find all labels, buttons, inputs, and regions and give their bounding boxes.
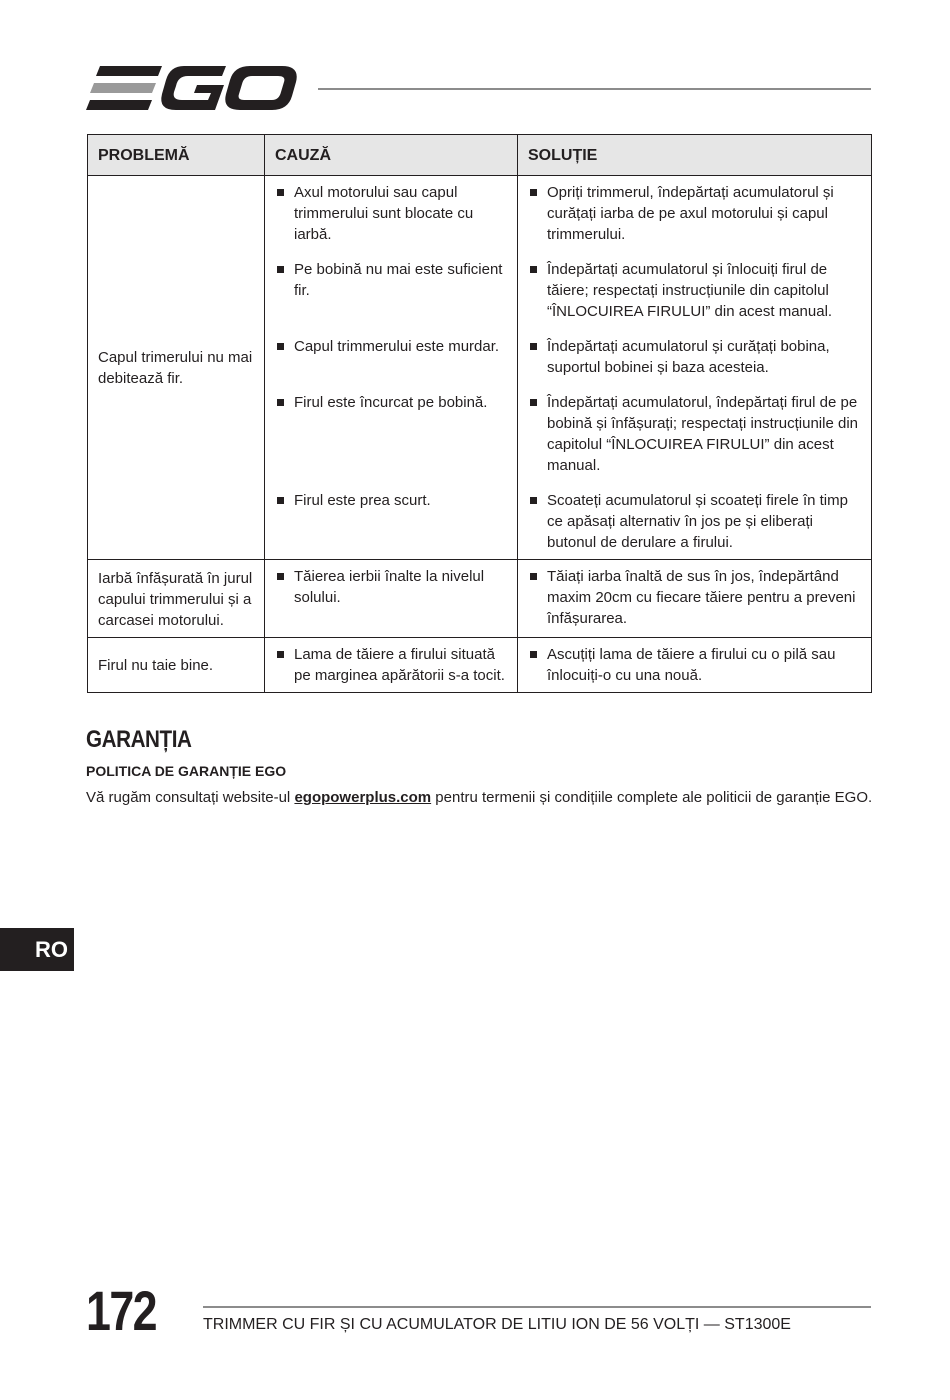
list-item: Opriți trimmerul, îndepărtați acumulatorul și curățați iarba de pe axul motorului și capul trimmerului.	[530, 182, 861, 245]
cause-cell	[265, 560, 518, 638]
header-solution: SOLUȚIE	[518, 135, 872, 176]
problem-cell: Firul nu taie bine.	[88, 638, 265, 693]
cause-cell	[265, 638, 518, 693]
list-item: Firul este prea scurt.	[277, 490, 507, 553]
bullet-icon	[530, 399, 537, 406]
bullet-icon	[277, 266, 284, 273]
header-cause: CAUZĂ	[265, 135, 518, 176]
troubleshooting-table	[87, 134, 872, 693]
bullet-icon	[277, 497, 284, 504]
bullet-icon	[277, 651, 284, 658]
table-header-row	[88, 135, 872, 176]
header-problem: PROBLEMĂ	[88, 135, 265, 176]
warranty-text-before: Vă rugăm consultați website-ul	[86, 789, 295, 806]
solution-cell	[518, 176, 872, 560]
table-row	[88, 638, 872, 693]
warranty-heading: GARANȚIA	[86, 726, 192, 753]
cause-cell	[265, 176, 518, 560]
bullet-icon	[530, 266, 537, 273]
language-tab: RO	[0, 928, 74, 971]
list-item: Ascuțiți lama de tăiere a firului cu o pilă sau înlocuiți-o cu una nouă.	[530, 644, 861, 686]
bullet-icon	[530, 573, 537, 580]
list-item: Capul trimmerului este murdar.	[277, 336, 507, 378]
ego-logo	[86, 64, 298, 112]
bullet-icon	[530, 343, 537, 350]
list-item: Lama de tăiere a firului situată pe marginea apărătorii s-a tocit.	[277, 644, 507, 686]
problem-cell: Capul trimerului nu mai debitează fir.	[88, 176, 265, 560]
list-item: Axul motorului sau capul trimmerului sunt blocate cu iarbă.	[277, 182, 507, 245]
bullet-icon	[530, 189, 537, 196]
problem-cell: Iarbă înfășurată în jurul capului trimmerului și a carcasei motorului.	[88, 560, 265, 638]
list-item: Tăiați iarba înaltă de sus în jos, îndepărtând maxim 20cm cu fiecare tăiere pentru a preveni înfășurarea.	[530, 566, 861, 629]
solution-cell	[518, 638, 872, 693]
footer-rule	[203, 1306, 871, 1308]
warranty-paragraph	[86, 789, 872, 806]
table-row	[88, 560, 872, 638]
page-number: 172	[86, 1279, 156, 1342]
warranty-subheading: POLITICA DE GARANȚIE EGO	[86, 763, 287, 779]
list-item: Pe bobină nu mai este suficient fir.	[277, 259, 507, 322]
bullet-icon	[277, 343, 284, 350]
list-item: Tăierea ierbii înalte la nivelul solului.	[277, 566, 507, 608]
table-row	[88, 176, 872, 560]
header-rule	[318, 88, 871, 90]
solution-cell	[518, 560, 872, 638]
website-link[interactable]: egopowerplus.com	[294, 789, 432, 806]
footer-title: TRIMMER CU FIR ȘI CU ACUMULATOR DE LITIU ION DE 56 VOLȚI — ST1300E	[203, 1316, 791, 1333]
list-item: Firul este încurcat pe bobină.	[277, 392, 507, 476]
bullet-icon	[277, 399, 284, 406]
warranty-text-after: pentru termenii și condițiile complete ale politicii de garanție EGO.	[431, 789, 873, 806]
list-item: Îndepărtați acumulatorul și curățați bobina, suportul bobinei și baza acesteia.	[530, 336, 861, 378]
bullet-icon	[277, 189, 284, 196]
list-item: Îndepărtați acumulatorul și înlocuiți firul de tăiere; respectați instrucțiunile din capitolul “ÎNLOCUIREA FIRULUI” din acest manual.	[530, 259, 861, 322]
list-item: Îndepărtați acumulatorul, îndepărtați firul de pe bobină și înfășurați; respectați instrucțiunile din capitolul “ÎNLOCUIREA FIRULUI” din acest manual.	[530, 392, 861, 476]
bullet-icon	[277, 573, 284, 580]
bullet-icon	[530, 497, 537, 504]
bullet-icon	[530, 651, 537, 658]
list-item: Scoateți acumulatorul și scoateți firele în timp ce apăsați alternativ în jos pe și eliberați butonul de derulare a firului.	[530, 490, 861, 553]
